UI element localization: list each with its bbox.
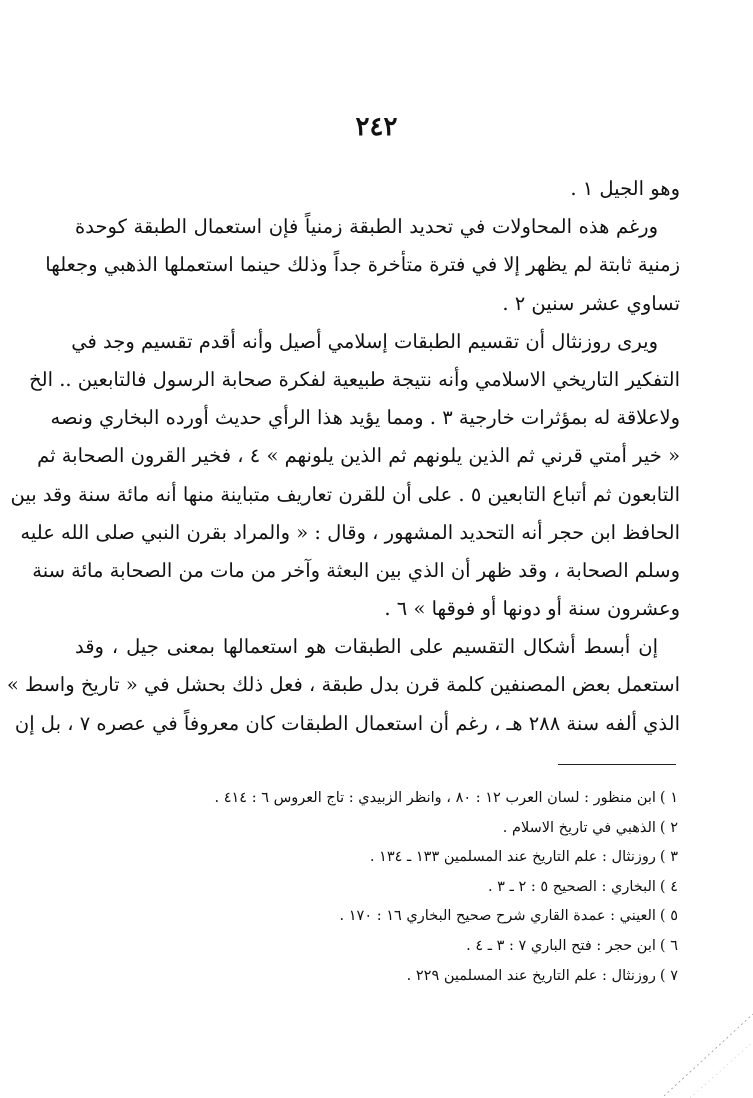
paragraph-line: وعشرون سنة أو دونها أو فوقها » ٦ . xyxy=(384,597,680,621)
footnote-text: العيني : عمدة القاري شرح صحيح البخاري ١٦ : ١٧٠ . xyxy=(339,908,656,925)
footnote-item xyxy=(158,814,678,844)
footnote-number: ٧ ) xyxy=(659,967,678,984)
footnote-number: ٤ ) xyxy=(659,878,678,895)
paragraph-line: ورغم هذه المحاولات في تحديد الطبقة زمنياً فإن استعمال الطبقة كوحدة xyxy=(75,215,658,239)
paragraph-line: تساوي عشر سنين ٢ . xyxy=(502,291,680,315)
footnote-number: ٢ ) xyxy=(659,819,678,836)
paragraph-line: استعمل بعض المصنفين كلمة قرن بدل طبقة ، فعل ذلك بحشل في « تاريخ واسط » xyxy=(6,673,680,697)
footnote-item xyxy=(158,962,678,992)
footnote-separator xyxy=(558,764,676,765)
paragraph-line: « خير أمتي قرني ثم الذين يلونهم ثم الذين يلونهم » ٤ ، فخير القرون الصحابة ثم xyxy=(37,444,680,468)
footnote-item xyxy=(158,932,678,962)
footnotes-list xyxy=(158,784,678,991)
footnote-number: ٥ ) xyxy=(659,908,678,925)
footnote-item xyxy=(158,902,678,932)
footnote-text: البخاري : الصحيح ٥ : ٢ ـ ٣ . xyxy=(487,878,656,895)
footnote-text: ابن منظور : لسان العرب ١٢ : ٨٠ ، وانظر الزبيدي : تاج العروس ٦ : ٤١٤ . xyxy=(214,790,656,806)
footnote-item xyxy=(158,873,678,903)
paragraph-line: الذي ألفه سنة ٢٨٨ هـ ، رغم أن استعمال الطبقات كان معروفاً في عصره ٧ ، بل إن xyxy=(14,711,680,735)
footnote-text: ابن حجر : فتح الباري ٧ : ٣ ـ ٤ . xyxy=(466,937,656,954)
footnote-text: روزنثال : علم التاريخ عند المسلمين ٢٢٩ . xyxy=(406,967,656,984)
paragraph-line: التابعون ثم أتباع التابعين ٥ . على أن للقرن تعاريف متباينة منها أنه مائة سنة وقد بين xyxy=(10,482,680,506)
footnote-text: الذهبي في تاريخ الاسلام . xyxy=(502,819,656,836)
paragraph-line: إن أبسط أشكال التقسيم على الطبقات هو استعمالها بمعنى جيل ، وقد xyxy=(75,635,658,659)
footnote-item xyxy=(158,784,678,814)
paragraph-line: الحافظ ابن حجر أنه التحديد المشهور ، وقال : « والمراد بقرن النبي صلى الله عليه xyxy=(20,520,680,544)
footnote-item xyxy=(158,843,678,873)
footnote-number: ٣ ) xyxy=(659,849,678,866)
footnote-number: ١ ) xyxy=(659,790,678,806)
page-number: ٢٤٢ xyxy=(355,112,398,142)
footnote-number: ٦ ) xyxy=(659,937,678,954)
scan-artifact-lines xyxy=(660,1010,753,1098)
body-text xyxy=(6,170,680,743)
footnote-text: روزنثال : علم التاريخ عند المسلمين ١٣٣ ـ ١٣٤ . xyxy=(369,849,656,866)
paragraph-line: وسلم الصحابة ، وقد ظهر أن الذي بين البعثة وآخر من مات من الصحابة مائة سنة xyxy=(32,558,680,582)
paragraph-line: وهو الجيل ١ . xyxy=(570,177,680,200)
paragraph-line: ولاعلاقة له بمؤثرات خارجية ٣ . ومما يؤيد هذا الرأي حديث أورده البخاري ونصه xyxy=(50,406,680,430)
paragraph-line: زمنية ثابتة لم يظهر إلا في فترة متأخرة جداً وذلك حينما استعملها الذهبي وجعلها xyxy=(45,253,680,277)
paragraph-line: التفكير التاريخي الاسلامي وأنه نتيجة طبيعية لفكرة صحابة الرسول فالتابعين .. الخ xyxy=(29,367,680,391)
paragraph-line: ويرى روزنثال أن تقسيم الطبقات إسلامي أصيل وأنه أقدم تقسيم وجد في xyxy=(71,329,658,353)
